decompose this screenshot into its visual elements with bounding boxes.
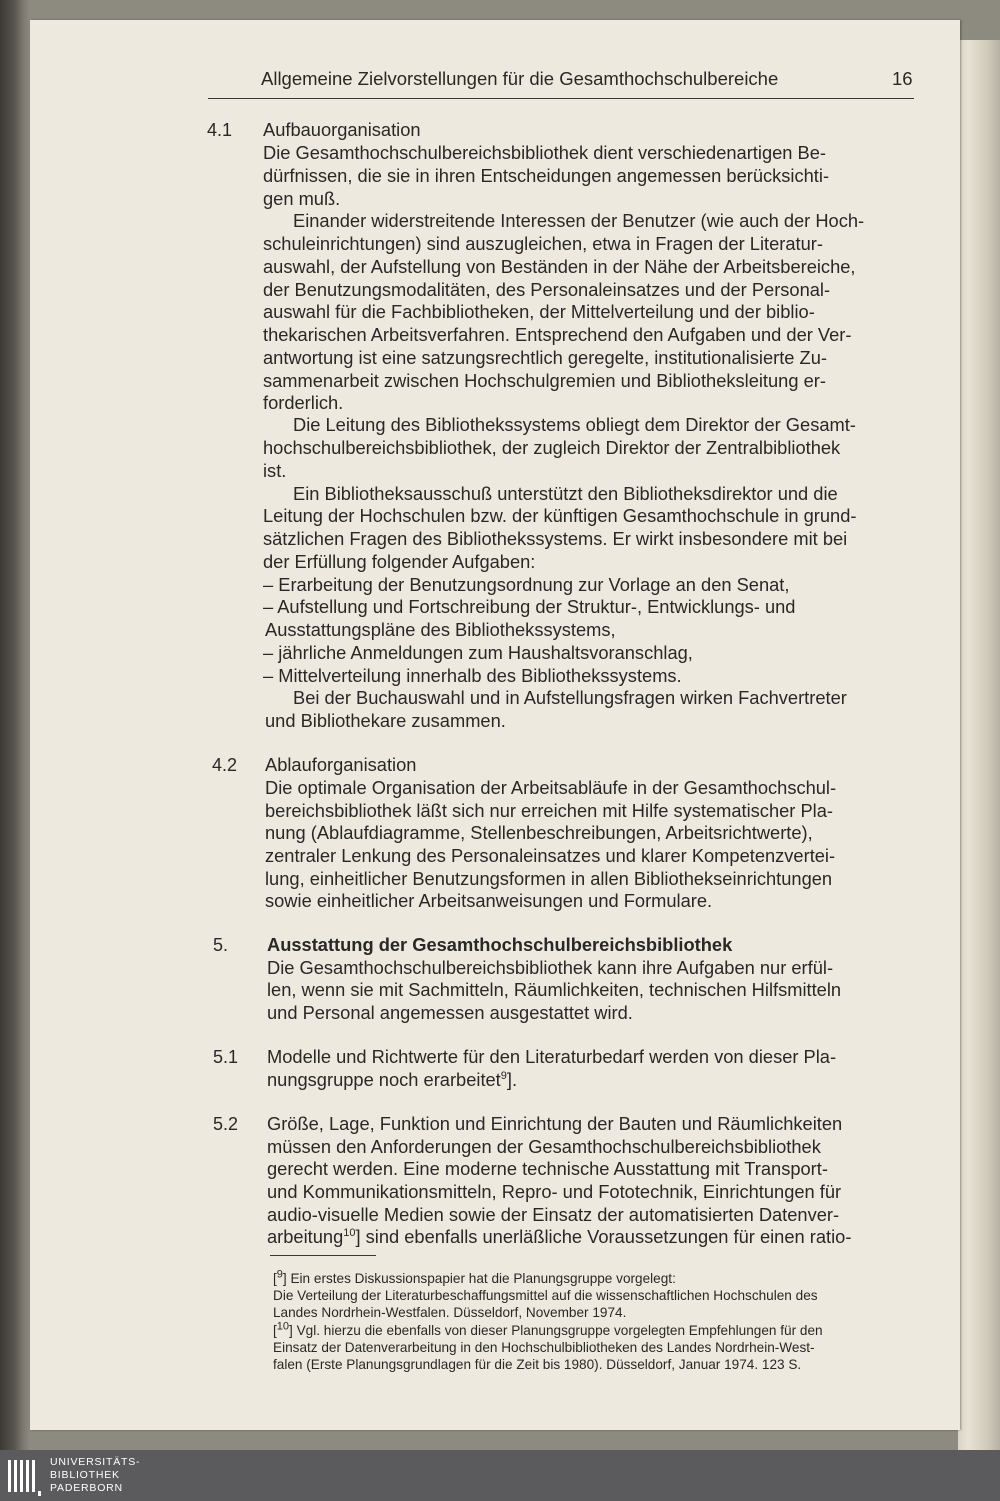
footnote-10: [$^{10}$] Vgl. hierzu die ebenfalls von dieser Planungsgruppe vorgelegten Empfehlungen für den (273, 1320, 823, 1338)
logo-text-line: BIBLIOTHEK (50, 1469, 120, 1481)
footnote-reference: 10 (343, 1226, 356, 1239)
text-line: arbeitung$^{10}$] sind ebenfalls unerläßliche Voraussetzungen für einen ratio- (267, 1226, 852, 1247)
header-rule (208, 98, 914, 99)
text-line: sowie einheitlicher Arbeitsanweisungen und Formulare. (265, 890, 713, 911)
text-line: dürfnissen, die sie in ihren Entscheidungen angemessen berücksichti- (263, 165, 830, 186)
list-item: – Erarbeitung der Benutzungsordnung zur Vorlage an den Senat, (263, 574, 790, 595)
text-line: Die Gesamthochschulbereichsbibliothek dient verschiedenartigen Be- (263, 142, 826, 163)
text-line: bereichsbibliothek läßt sich nur erreichen mit Hilfe systematischer Pla- (265, 800, 833, 821)
text-line: Einander widerstreitende Interessen der Benutzer (wie auch der Hoch- (293, 210, 865, 231)
page-number: 16 (892, 68, 913, 89)
section-title-4-2: Ablauforganisation (265, 754, 417, 775)
text-line: lung, einheitlicher Benutzungsformen in allen Bibliothekseinrichtungen (265, 868, 833, 889)
text-line: nungsgruppe noch erarbeitet$^9$]. (267, 1069, 518, 1090)
footnote-rule (270, 1255, 376, 1256)
logo-text-line: UNIVERSITÄTS- (50, 1456, 141, 1468)
section-number-4-1: 4.1 (207, 120, 233, 140)
logo-text-line: PADERBORN (50, 1482, 123, 1494)
footnote-line: falen (Erste Planungsgrundlagen für die Zeit bis 1980). Düsseldorf, Januar 1974. 123 S. (273, 1357, 802, 1372)
section-number-5: 5. (213, 935, 229, 955)
text-line: nung (Ablaufdiagramme, Stellenbeschreibungen, Arbeitsrichtwerte), (265, 822, 813, 843)
text-line: sammenarbeit zwischen Hochschulgremien und Bibliotheksleitung er- (263, 370, 826, 391)
text-line: auswahl für die Fachbibliotheken, der Mittelverteilung und der biblio- (263, 301, 815, 322)
text-line: hochschulbereichsbibliothek, der zugleich Direktor der Zentralbibliothek (263, 437, 841, 458)
text-line: antwortung ist eine satzungsrechtlich geregelte, institutionalisierte Zu- (263, 347, 827, 368)
text-line: ist. (263, 460, 287, 481)
text-line: schuleinrichtungen) sind auszugleichen, etwa in Fragen der Literatur- (263, 233, 823, 254)
text-line: auswahl, der Aufstellung von Beständen in der Nähe der Arbeitsbereiche, (263, 256, 856, 277)
text-line: Ein Bibliotheksausschuß unterstützt den Bibliotheksdirektor und die (293, 483, 838, 504)
library-logo-icon (6, 1456, 42, 1496)
text-line: Leitung der Hochschulen bzw. der künftigen Gesamthochschule in grund- (263, 505, 857, 526)
text-line: thekarischen Arbeitsverfahren. Entsprechend den Aufgaben und der Ver- (263, 324, 852, 345)
text-line: audio-visuelle Medien sowie der Einsatz der automatisierten Datenver- (267, 1204, 840, 1225)
text-line: len, wenn sie mit Sachmitteln, Räumlichkeiten, technischen Hilfsmitteln (267, 979, 842, 1000)
text-line: der Benutzungsmodalitäten, des Personaleinsatzes und der Personal- (263, 279, 831, 300)
section-title-5: Ausstattung der Gesamthochschulbereichsbibliothek (267, 934, 733, 955)
list-item: – jährliche Anmeldungen zum Haushaltsvoranschlag, (263, 642, 693, 663)
text-line: und Personal angemessen ausgestattet wird. (267, 1002, 633, 1023)
text-line: Ausstattungspläne des Bibliothekssystems, (265, 619, 616, 640)
footnote-9: [$^9$] Ein erstes Diskussionspapier hat die Planungsgruppe vorgelegt: (273, 1268, 676, 1286)
list-item: – Aufstellung und Fortschreibung der Struktur-, Entwicklungs- und (263, 596, 796, 617)
section-number-5-1: 5.1 (213, 1047, 239, 1067)
text-line: Die Gesamthochschulbereichsbibliothek kann ihre Aufgaben nur erfül- (267, 957, 834, 978)
text-line: sätzlichen Fragen des Bibliothekssystems. Er wirkt insbesondere mit bei (263, 528, 848, 549)
footnote-reference: 9 (500, 1069, 507, 1082)
section-title-4-1: Aufbauorganisation (263, 119, 421, 140)
document-page (30, 20, 960, 1430)
text-line: zentraler Lenkung des Personaleinsatzes und klarer Kompetenzvertei- (265, 845, 836, 866)
text-line: forderlich. (263, 392, 344, 413)
text-line: und Kommunikationsmitteln, Repro- und Fototechnik, Einrichtungen für (267, 1181, 842, 1202)
library-footer-bar (0, 1450, 1000, 1501)
footnote-line: Die Verteilung der Literaturbeschaffungsmittel auf die wissenschaftlichen Hochschulen des (273, 1288, 818, 1303)
text-line: der Erfüllung folgender Aufgaben: (263, 551, 536, 572)
section-number-5-2: 5.2 (213, 1114, 239, 1134)
text-line: Die optimale Organisation der Arbeitsabläufe in der Gesamthochschul- (265, 777, 837, 798)
text-line: gerecht werden. Eine moderne technische Ausstattung mit Transport- (267, 1158, 828, 1179)
text-line: Bei der Buchauswahl und in Aufstellungsfragen wirken Fachvertreter (293, 687, 847, 708)
footnote-line: Einsatz der Datenverarbeitung in den Hochschulbibliotheken des Landes Nordrhein-West- (273, 1340, 815, 1355)
text-line: und Bibliothekare zusammen. (265, 710, 506, 731)
text-line: Größe, Lage, Funktion und Einrichtung der Bauten und Räumlichkeiten (267, 1113, 843, 1134)
facing-page-edge (958, 40, 1000, 1450)
text-line: Modelle und Richtwerte für den Literaturbedarf werden von dieser Pla- (267, 1046, 837, 1067)
footnote-line: Landes Nordrhein-Westfalen. Düsseldorf, November 1974. (273, 1305, 627, 1320)
text-line: müssen den Anforderungen der Gesamthochschulbereichsbibliothek (267, 1136, 821, 1157)
text-line: gen muß. (263, 188, 341, 209)
running-header: Allgemeine Zielvorstellungen für die Gesamthochschulbereiche (261, 68, 779, 89)
list-item: – Mittelverteilung innerhalb des Bibliothekssystems. (263, 665, 682, 686)
text-line: Die Leitung des Bibliothekssystems obliegt dem Direktor der Gesamt- (293, 414, 856, 435)
section-number-4-2: 4.2 (212, 755, 238, 775)
